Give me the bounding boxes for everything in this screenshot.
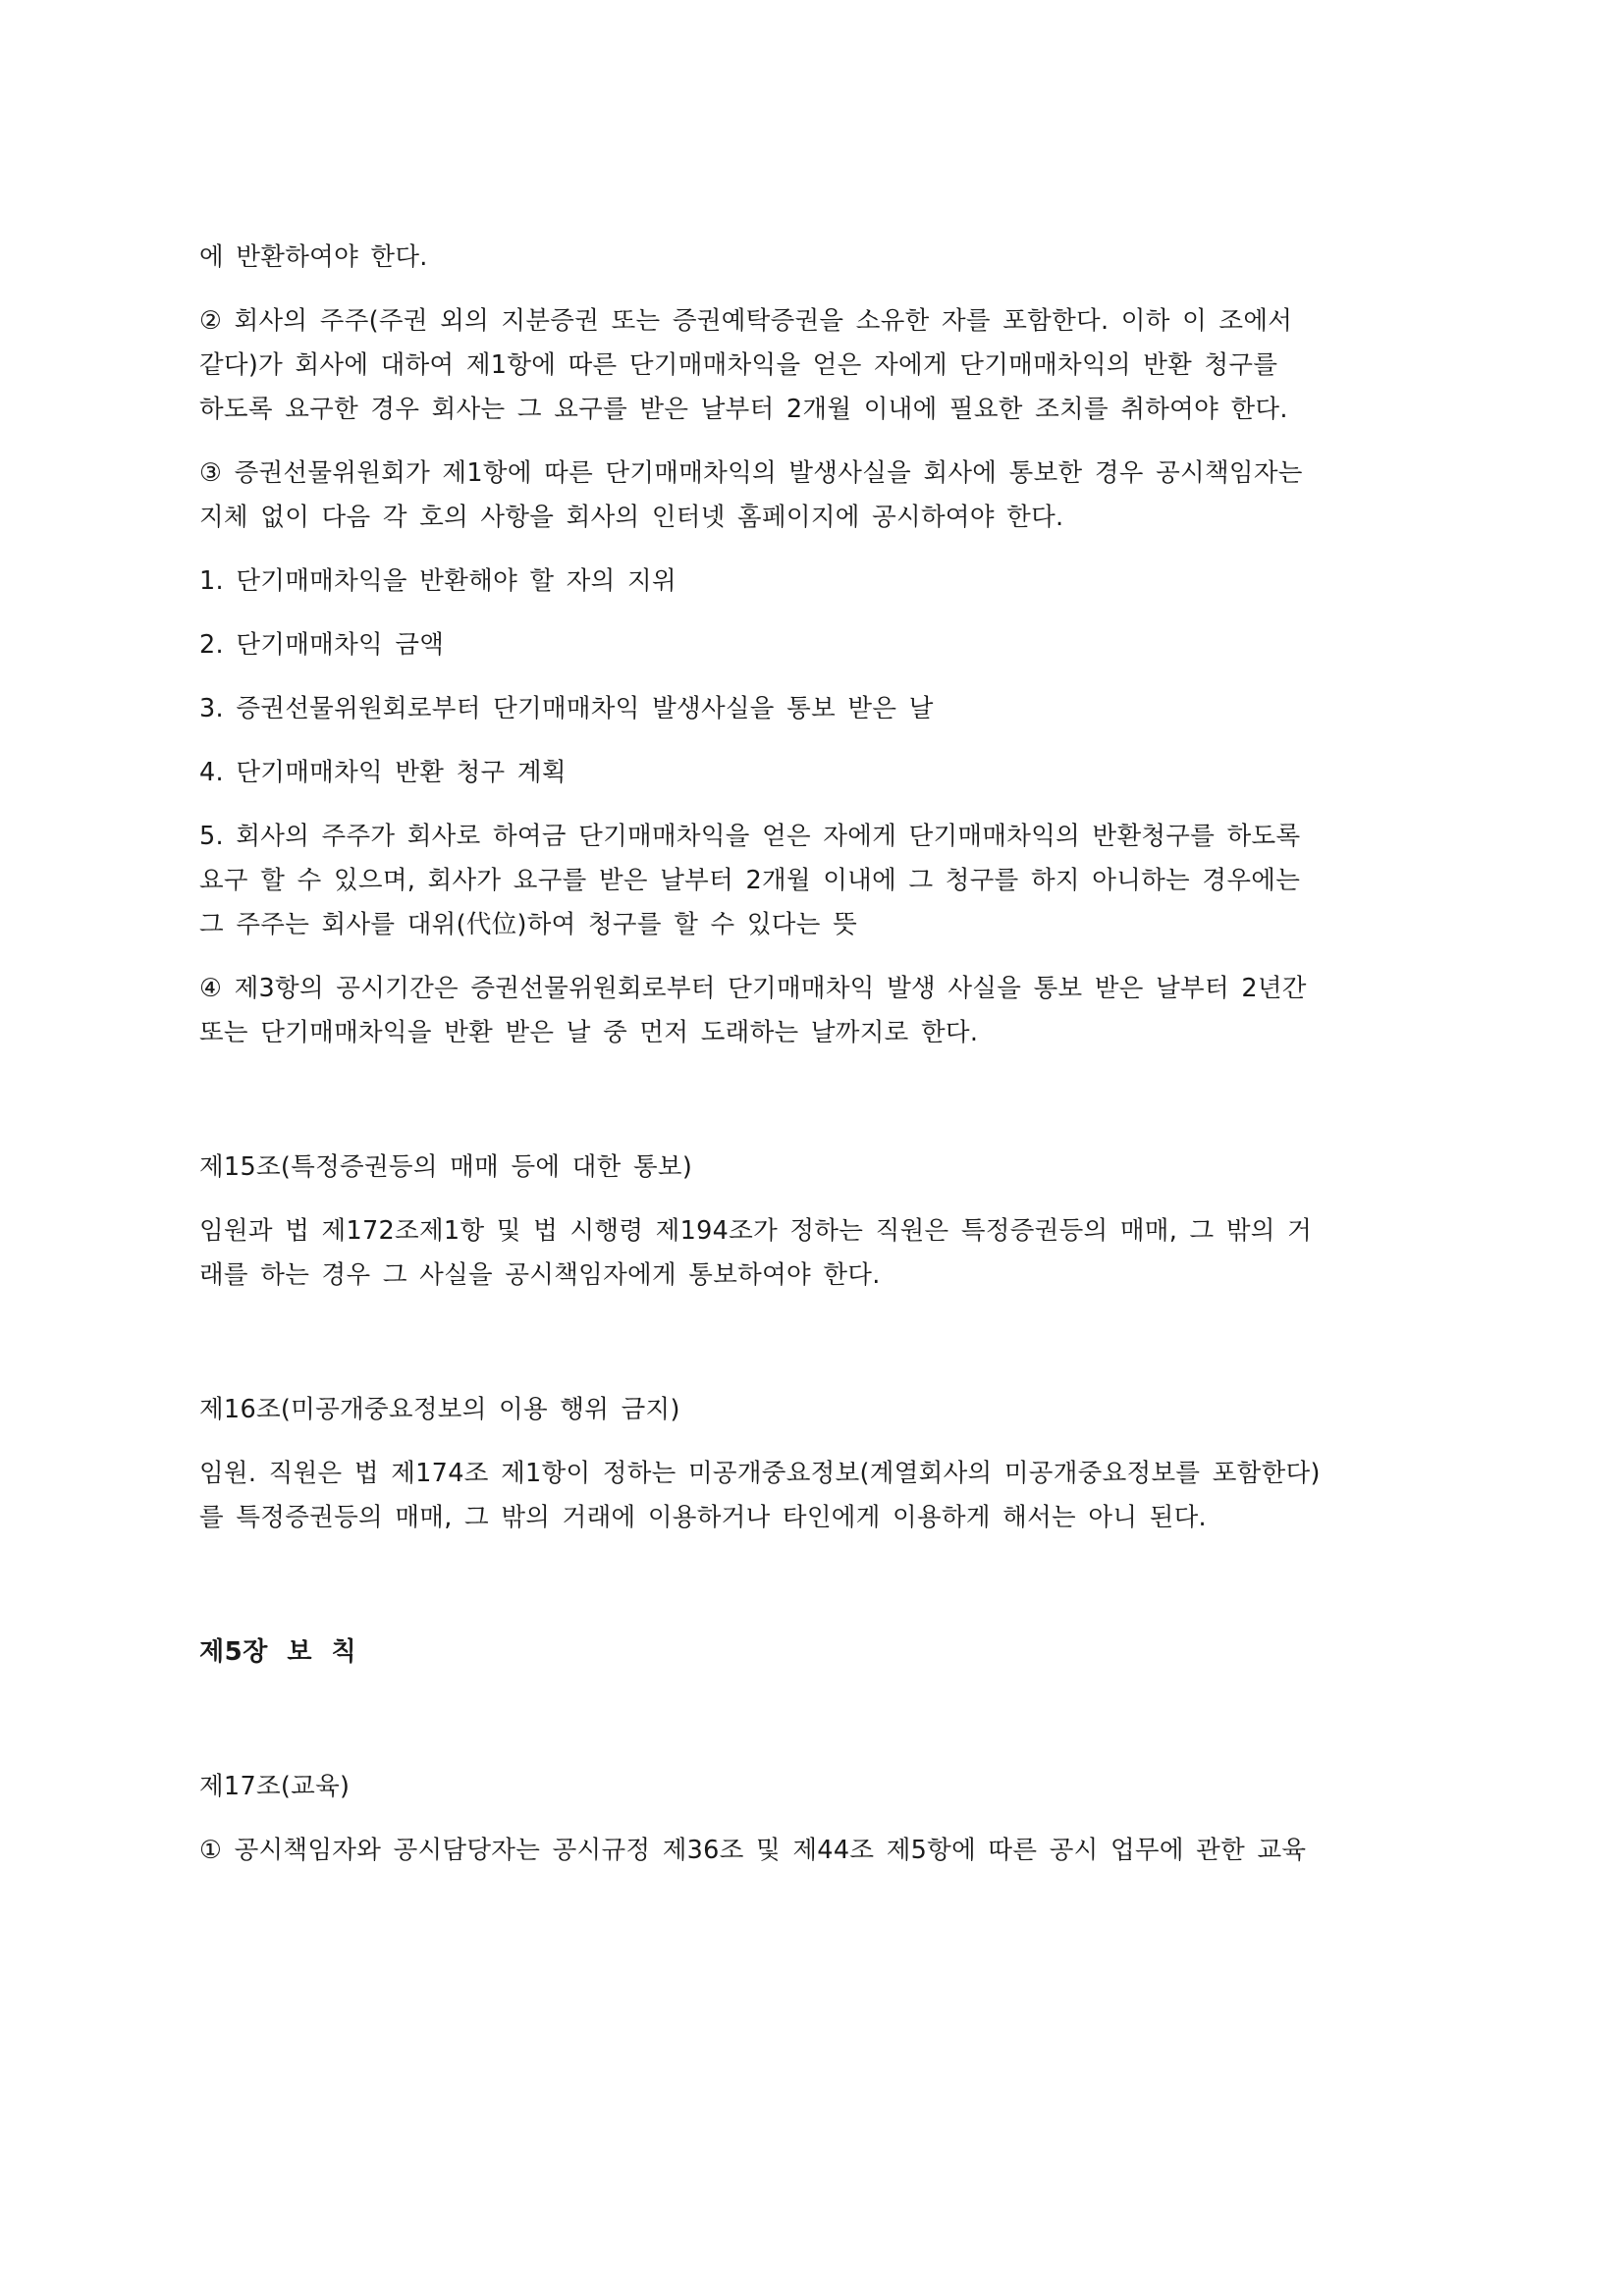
paragraph-clause-3 [199,452,1441,540]
list-item-5 [199,815,1441,947]
spacer [199,1560,1441,1630]
text-line: 5. 회사의 주주가 회사로 하여금 단기매매차익을 얻은 자에게 단기매매차익의 반환청구를 하도록 [199,822,1301,851]
paragraph-continuation [199,236,1441,280]
chapter-5-heading [199,1630,1441,1675]
article-16-title [199,1388,1441,1432]
list-item-4 [199,751,1441,795]
text-line: 4. 단기매매차익 반환 청구 계획 [199,758,567,787]
paragraph-clause-2 [199,299,1441,432]
text-line: 래를 하는 경우 그 사실을 공시책임자에게 통보하여야 한다. [199,1260,881,1290]
spacer [199,1317,1441,1388]
spacer [199,1694,1441,1765]
paragraph-clause-4 [199,967,1441,1055]
text-line: ① 공시책임자와 공시담당자는 공시규정 제36조 및 제44조 제5항에 따른 공시 업무에 관한 교육 [199,1836,1307,1865]
article-17-body [199,1829,1441,1873]
text-line: 임원과 법 제172조제1항 및 법 시행령 제194조가 정하는 직원은 특정증권등의 매매, 그 밖의 거 [199,1216,1313,1246]
text-line: 지체 없이 다음 각 호의 사항을 회사의 인터넷 홈페이지에 공시하여야 한다. [199,503,1064,532]
text-line: 임원. 직원은 법 제174조 제1항이 정하는 미공개중요정보(계열회사의 미공개중요정보를 포함한다) [199,1459,1321,1488]
text-line: 그 주주는 회사를 대위(代位)하여 청구를 할 수 있다는 뜻 [199,910,858,939]
text-line: 요구 할 수 있으며, 회사가 요구를 받은 날부터 2개월 이내에 그 청구를 하지 아니하는 경우에는 [199,866,1301,895]
list-item-3 [199,687,1441,731]
text-line: 또는 단기매매차익을 반환 받은 날 중 먼저 도래하는 날까지로 한다. [199,1018,979,1047]
article-15-body [199,1209,1441,1298]
text-line: 같다)가 회사에 대하여 제1항에 따른 단기매매차익을 얻은 자에게 단기매매차익의 반환 청구를 [199,350,1278,380]
list-item-2 [199,623,1441,667]
article-16-body [199,1452,1441,1540]
text-line: 제16조(미공개중요정보의 이용 행위 금지) [199,1395,680,1424]
text-line: ④ 제3항의 공시기간은 증권선물위원회로부터 단기매매차익 발생 사실을 통보 받은 날부터 2년간 [199,974,1307,1003]
chapter-title: 제5장 보 칙 [199,1637,357,1667]
article-15-title [199,1146,1441,1190]
article-17-title [199,1765,1441,1809]
document-page [199,236,1441,1893]
text-line: ② 회사의 주주(주권 외의 지분증권 또는 증권예탁증권을 소유한 자를 포함한다. 이하 이 조에서 [199,306,1293,336]
spacer [199,1075,1441,1146]
text-line: 제15조(특정증권등의 매매 등에 대한 통보) [199,1152,693,1182]
list-item-1 [199,560,1441,604]
text-line: 3. 증권선물위원회로부터 단기매매차익 발생사실을 통보 받은 날 [199,694,934,723]
text-line: 를 특정증권등의 매매, 그 밖의 거래에 이용하거나 타인에게 이용하게 해서는 아니 된다. [199,1503,1207,1532]
text-line: 제17조(교육) [199,1772,351,1801]
text-line: 1. 단기매매차익을 반환해야 할 자의 지위 [199,566,677,596]
text-line: ③ 증권선물위원회가 제1항에 따른 단기매매차익의 발생사실을 회사에 통보한 경우 공시책임자는 [199,458,1303,488]
text-line: 2. 단기매매차익 금액 [199,630,445,660]
text-line: 에 반환하여야 한다. [199,242,428,272]
text-line: 하도록 요구한 경우 회사는 그 요구를 받은 날부터 2개월 이내에 필요한 조치를 취하여야 한다. [199,395,1288,424]
